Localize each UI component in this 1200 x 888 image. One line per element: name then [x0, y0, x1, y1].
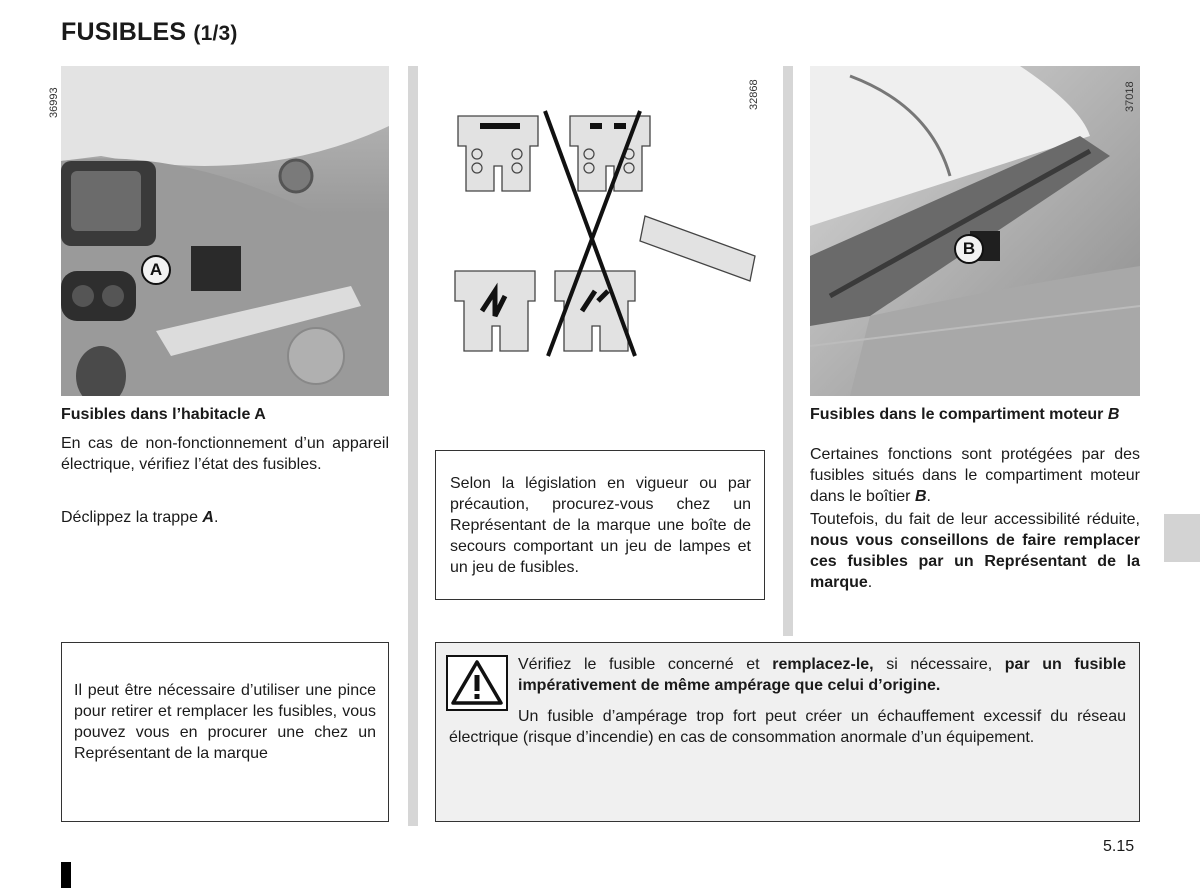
warning-box	[435, 642, 1140, 822]
page-title	[61, 18, 238, 47]
moteur-figure-ref: 37018	[1124, 81, 1136, 112]
moteur-heading	[810, 404, 1140, 425]
emergency-kit-note-box	[435, 450, 765, 600]
page-title-text: FUSIBLES	[61, 18, 187, 46]
pliers-note-box	[61, 642, 389, 822]
moteur-p1-text: Certaines fonctions sont protégées par des fusibles situés dans le compartiment moteur dans le boîtier	[810, 446, 1140, 505]
warning-triangle-icon	[446, 655, 508, 711]
warning-l1-rule: par un fusible impérativement de même ampérage que celui d’origine.	[518, 656, 1126, 694]
moteur-heading-text: Fusibles dans le compartiment moteur	[810, 406, 1108, 423]
emergency-kit-note-text: Selon la législation en vigueur ou par précaution, procurez-vous chez un Représentant de la marque une boîte de secours comportant un jeu de lampes et un jeu de fusibles.	[450, 475, 751, 576]
moteur-paragraph-1	[810, 444, 1140, 507]
moteur-paragraph-2	[810, 509, 1140, 593]
moteur-figure	[810, 66, 1140, 396]
callout-a: A	[141, 255, 171, 285]
warning-l1-replace: remplacez-le,	[772, 656, 874, 673]
warning-line-2: Un fusible d’ampérage trop fort peut créer un échauffement excessif du réseau électrique (risque d’incendie) en cas de consommation anormale d’un équipement.	[449, 708, 1126, 746]
chapter-tab	[1164, 514, 1200, 562]
habitacle-paragraph-1: En cas de non-fonctionnement d’un appareil électrique, vérifiez l’état des fusibles.	[61, 435, 389, 473]
habitacle-p2-end: .	[213, 509, 219, 526]
fuse-types-figure	[430, 66, 765, 396]
habitacle-p2-ref: A	[202, 509, 214, 526]
warning-l1-mid: si nécessaire,	[873, 656, 1005, 673]
callout-b: B	[954, 234, 984, 264]
page-number: 5.15	[1103, 838, 1135, 855]
moteur-p2-text: Toutefois, du fait de leur accessibilité réduite,	[810, 511, 1140, 528]
print-mark	[61, 862, 71, 888]
habitacle-paragraph-2	[61, 507, 389, 528]
fuse-types-figure-ref: 32868	[748, 79, 760, 110]
moteur-p1-ref: B	[914, 488, 927, 505]
moteur-heading-ref: B	[1107, 406, 1120, 423]
warning-line-1	[518, 654, 1126, 696]
habitacle-figure	[61, 66, 389, 396]
column-separator-right	[783, 66, 793, 636]
page-title-part: (1/3)	[193, 22, 238, 45]
habitacle-p2-text: Déclippez la trappe	[61, 509, 203, 526]
moteur-p1-end: .	[926, 488, 931, 505]
moteur-p2-end: .	[867, 574, 873, 591]
habitacle-figure-ref: 36993	[48, 87, 60, 118]
pliers-note-text: Il peut être nécessaire d’utiliser une pince pour retirer et remplacer les fusibles, vous pouvez vous en procurer une chez un Représentant de la marque	[74, 682, 376, 762]
moteur-p2-advice: nous vous conseillons de faire remplacer ces fusibles par un Représentant de la marque	[810, 532, 1140, 591]
warning-l1-text: Vérifiez le fusible concerné et	[518, 656, 773, 673]
column-separator-left	[408, 66, 418, 826]
habitacle-heading: Fusibles dans l’habitacle A	[61, 406, 266, 423]
